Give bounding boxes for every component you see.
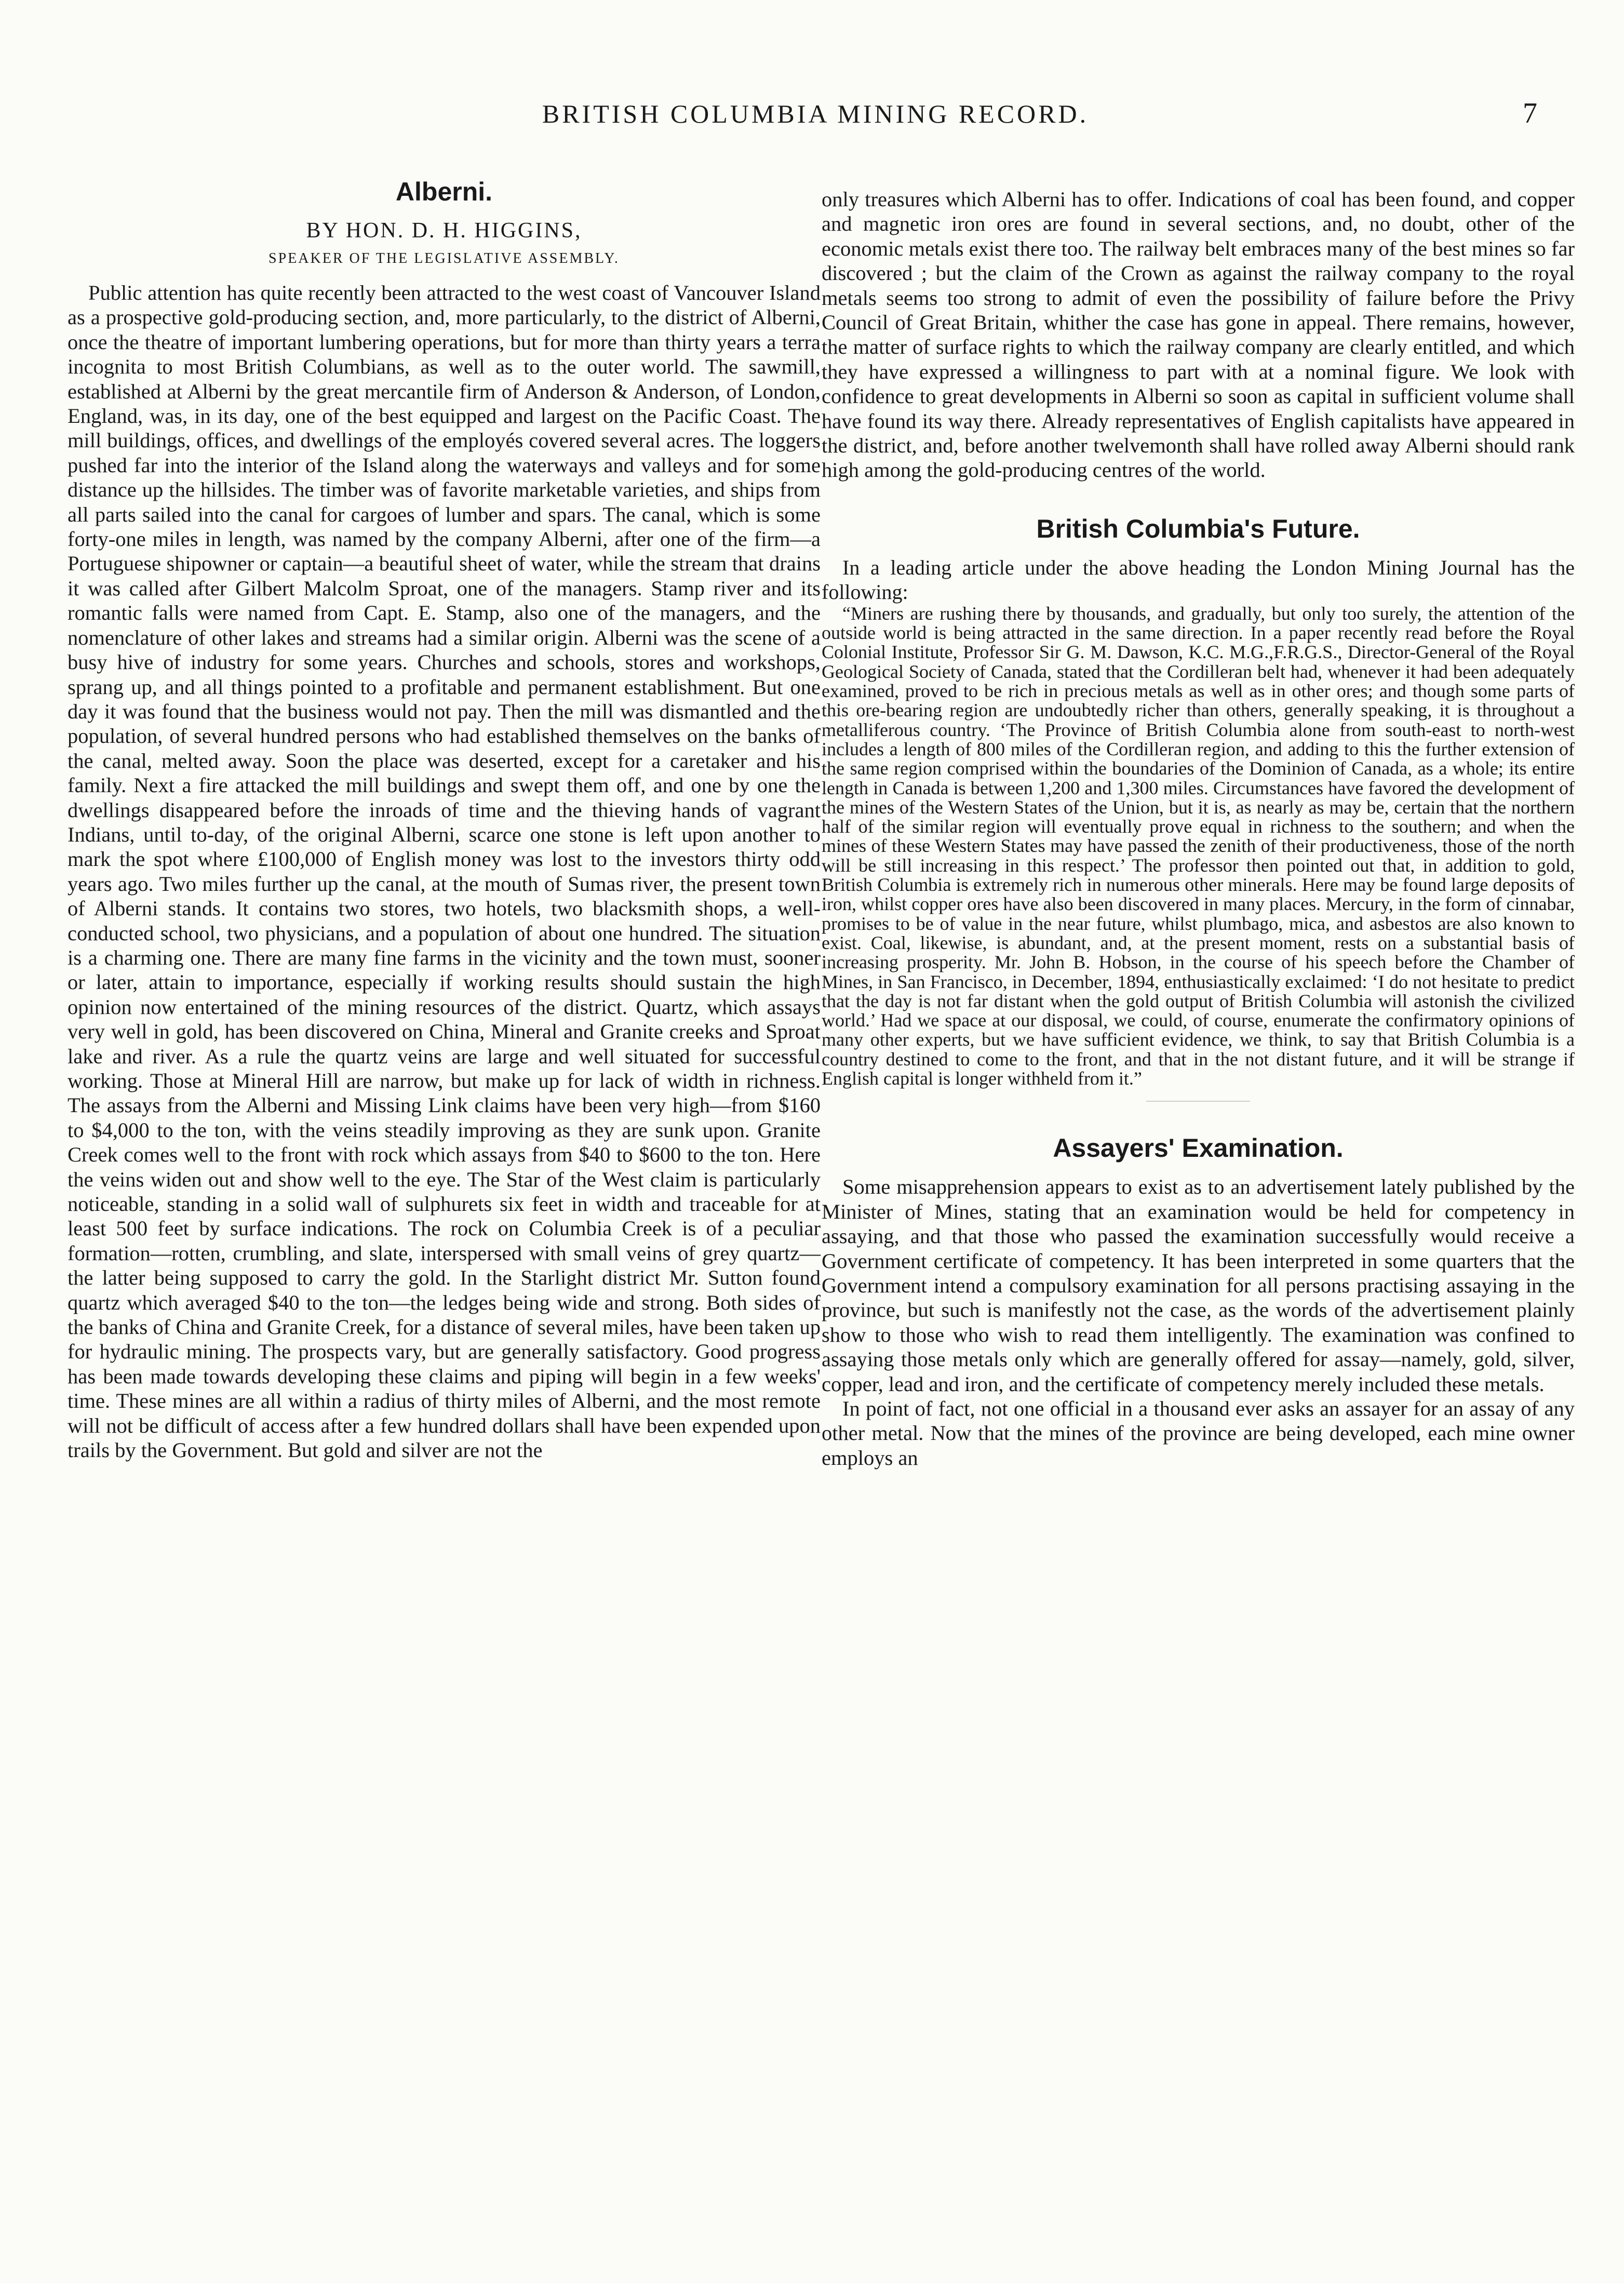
running-head: BRITISH COLUMBIA MINING RECORD. xyxy=(542,99,1089,128)
right-column xyxy=(822,187,1575,1501)
article-title: Assayers' Examination. xyxy=(1053,1133,1344,1163)
article-title: British Columbia's Future. xyxy=(1036,514,1360,543)
article-paragraph: In point of fact, not one official in a thousand ever asks an assayer for an assay of any other metal. Now that the mines of the province are being developed, each mine owner employs an xyxy=(822,1396,1575,1470)
page-number: 7 xyxy=(1523,97,1537,129)
article-assayers xyxy=(822,1133,1575,1470)
article-title: Alberni. xyxy=(395,177,493,206)
article-alberni xyxy=(68,177,821,1463)
byline: BY HON. D. H. HIGGINS, xyxy=(306,219,582,243)
section-spacer xyxy=(822,483,1575,514)
section-divider xyxy=(1146,1101,1250,1102)
article-lead: In a leading article under the above heading the London Mining Journal has the following: xyxy=(822,555,1575,604)
byline-role: SPEAKER OF THE LEGISLATIVE ASSEMBLY. xyxy=(269,250,620,266)
article-paragraph: Some misapprehension appears to exist as to an advertisement lately published by the Minister of Mines, stating that an examination would be held for competency in assaying, and that those who passed the examination successfully would receive a Government certificate of competency. It has been interpreted in some quarters that the Government intend a compulsory examination for all persons practising assaying in the province, but such is manifestly not the case, as the words of the advertisement plainly show to those who wish to read them intelligently. The examination was confined to assaying those metals only which are generally offered for assay—namely, gold, silver, copper, lead and iron, and the certificate of competency merely included these metals. xyxy=(822,1175,1575,1396)
left-column xyxy=(68,177,821,1494)
article-future xyxy=(822,514,1575,1102)
article-quote: “Miners are rushing there by thousands, and gradually, but only too surely, the attention of the outside world is being attracted in the same direction. In a paper recently read before the Royal Colonial Institute, Professor Sir G. M. Dawson, K.C. M.G.,F.R.G.S., Director-General of the Royal Geological Society of Canada, stated that the Cordilleran belt had, whenever it had been adequately examined, proved to be rich in precious metals as well as in other ores; and though some parts of this ore-bearing region are undoubtedly richer than others, generally speaking, it is throughout a metalliferous country. ‘The Province of British Columbia alone from south-east to north-west includes a length of 800 miles of the Cordilleran region, and adding to this the further extension of the same region comprised within the boundaries of the Dominion of Canada, as a whole; its entire length in Canada is between 1,200 and 1,300 miles. Circumstances have favored the development of the mines of the Western States of the Union, but it is, as nearly as may be, certain that the northern half of the similar region will eventually prove equal in richness to the southern; and when the mines of these Western States may have passed the zenith of their productiveness, those of the north will be still increasing in this respect.’ The professor then pointed out that, in addition to gold, British Columbia is extremely rich in numerous other minerals. Here may be found large deposits of iron, whilst copper ores have also been discovered in many places. Mercury, in the form of cinnabar, promises to be of value in the near future, whilst plumbago, mica, and asbestos are also known to exist. Coal, likewise, is abundant, and, at the present moment, rests on a substantial basis of increasing prosperity. Mr. John B. Hobson, in the course of his speech before the Chamber of Mines, in San Francisco, in December, 1894, enthusiastically exclaimed: ‘I do not hesitate to predict that the day is not far distant when the gold output of British Columbia will astonish the civilized world.’ Had we space at our disposal, we could, of course, enumerate the confirmatory opinions of many other experts, but we have sufficient evidence, we think, to say that British Columbia is a country destined to come to the front, and that in the not distant future, and it will be strange if English capital is longer withheld from it.” xyxy=(822,603,1575,1089)
article-body: Public attention has quite recently been attracted to the west coast of Vancouver Island as a prospective gold-producing section, and, more particularly, to the district of Alberni, once the theatre of important lumbering operations, but for more than thirty years a terra incognita to most British Columbians, as well as to the outer world. The sawmill, established at Alberni by the great mercantile firm of Anderson & Anderson, of London, England, was, in its day, one of the best equipped and largest on the Pacific Coast. The mill buildings, offices, and dwellings of the employés covered several acres. The loggers pushed far into the interior of the Island along the waterways and valleys and for some distance up the hillsides. The timber was of favorite marketable varieties, and ships from all parts sailed into the canal for cargoes of lumber and spars. The canal, which is some forty-one miles in length, was named by the company Alberni, after one of the firm—a Portuguese shipowner or captain—a beautiful sheet of water, while the stream that drains it was called after Gilbert Malcolm Sproat, one of the managers. Stamp river and its romantic falls were named from Capt. E. Stamp, also one of the managers, and the nomenclature of other lakes and streams had a similar origin. Alberni was the scene of a busy hive of industry for some years. Churches and schools, stores and workshops, sprang up, and all things pointed to a profitable and permanent establishment. But one day it was found that the business would not pay. Then the mill was dismantled and the population, of several hundred persons who had established themselves on the banks of the canal, melted away. Soon the place was deserted, except for a caretaker and his family. Next a fire attacked the mill buildings and swept them off, and one by one the dwellings disappeared before the inroads of time and the thieving hands of vagrant Indians, until to-day, of the original Alberni, scarce one stone is left upon another to mark the spot where £100,000 of English money was lost to the investors thirty odd years ago. Two miles further up the canal, at the mouth of Sumas river, the present town of Alberni stands. It contains two stores, two hotels, two blacksmith shops, a well-conducted school, two physicians, and a population of about one hundred. The situation is a charming one. There are many fine farms in the vicinity and the town must, sooner or later, attain to importance, especially if working results should sustain the high opinion now entertained of the mining resources of the district. Quartz, which assays very well in gold, has been discovered on China, Mineral and Granite creeks and Sproat lake and river. As a rule the quartz veins are large and well situated for successful working. Those at Mineral Hill are narrow, but make up for lack of width in richness. The assays from the Alberni and Missing Link claims have been very high—from $160 to $4,000 to the ton, with the veins steadily improving as they are sunk upon. Granite Creek comes well to the front with rock which assays from $40 to $600 to the ton. Here the veins widen out and show well to the eye. The Star of the West claim is particularly noticeable, standing in a solid wall of sulphurets six feet in width and traceable for at least 500 feet by surface indications. The rock on Columbia Creek is of a peculiar formation—rotten, crumbling, and slate, interspersed with small veins of grey quartz—the latter being supposed to carry the gold. In the Starlight district Mr. Sutton found quartz which averaged $40 to the ton—the ledges being wide and strong. Both sides of the banks of China and Granite Creek, for a distance of several miles, have been taken up for hydraulic mining. The prospects vary, but are generally satisfactory. Good progress has been made towards developing these claims and piping will begin in a few weeks' time. These mines are all within a radius of thirty miles of Alberni, and the most remote will not be difficult of access after a few hundred dollars shall have been expended upon trails by the Government. But gold and silver are not the xyxy=(68,281,821,1462)
article-continuation: only treasures which Alberni has to offer. Indications of coal has been found, and copper and magnetic iron ores are found in several sections, and, no doubt, other of the economic metals exist there too. The railway belt embraces many of the best mines so far discovered ; but the claim of the Crown as against the railway company to the royal metals seems too strong to admit of even the possibility of failure before the Privy Council of Great Britain, whither the case has gone in appeal. There remains, however, the matter of surface rights to which the railway company are clearly entitled, and which they have expressed a willingness to part with at a nominal figure. We look with confidence to great developments in Alberni so soon as capital in sufficient volume shall have found its way there. Already representatives of English capitalists have appeared in the district, and, before another twelvemonth shall have rolled away Alberni should rank high among the gold-producing centres of the world. xyxy=(822,188,1575,482)
